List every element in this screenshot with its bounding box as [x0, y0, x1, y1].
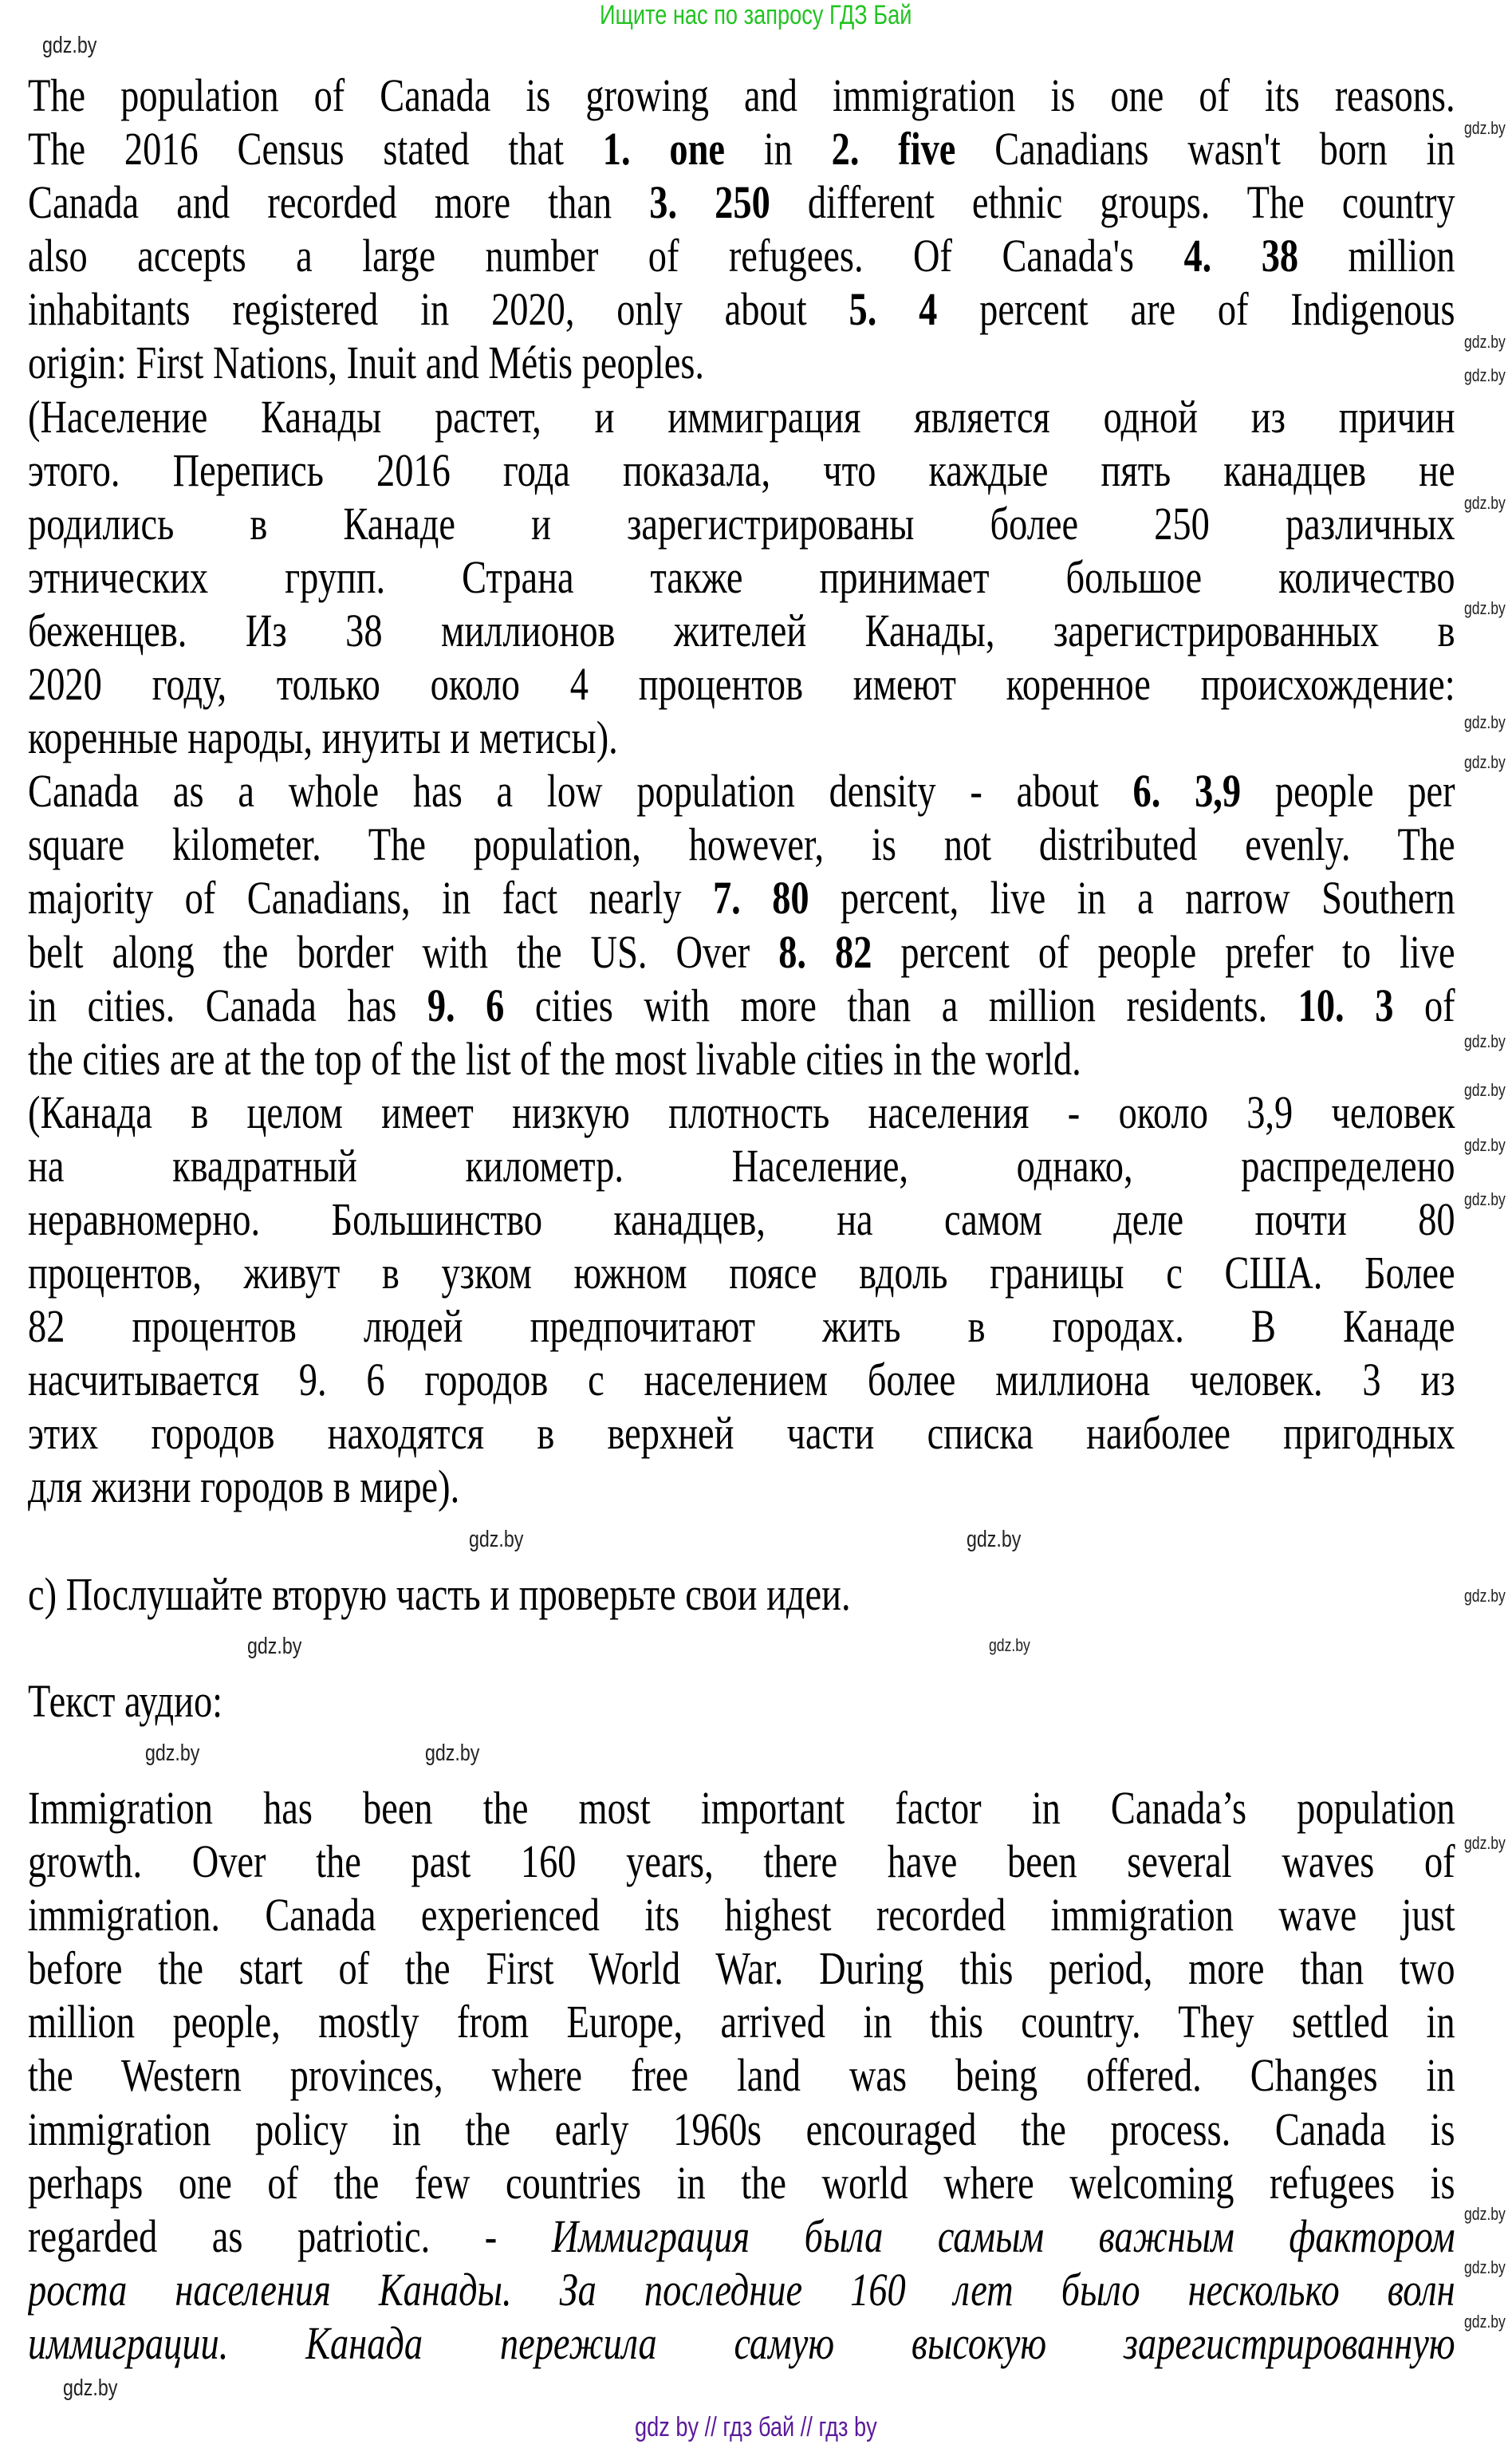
- footer-links[interactable]: gdz by // гдз бай // гдз by: [635, 2412, 877, 2442]
- watermark: gdz.by: [247, 1634, 302, 1659]
- text-line: [28, 443, 1455, 497]
- text-segment: Immigration has been the most important factor in Canada’s population: [28, 1782, 1455, 1834]
- text-segment: growth. Over the past 160 years, there have been several waves of: [28, 1835, 1455, 1888]
- text-line: [28, 818, 1455, 871]
- text-line: [28, 1674, 1455, 1728]
- text-line: [28, 1032, 1455, 1086]
- text-line: [28, 1567, 1455, 1621]
- answer-bold: 5. 4: [849, 283, 938, 336]
- text-segment: Canada as a whole has a low population density - about: [28, 765, 1133, 818]
- watermark: gdz.by: [1464, 2257, 1506, 2277]
- watermark: gdz.by: [989, 1635, 1030, 1655]
- text-line: [28, 175, 1455, 229]
- watermark: gdz.by: [1464, 1135, 1506, 1155]
- watermark: gdz.by: [1464, 1080, 1506, 1100]
- paragraph: [28, 390, 1455, 765]
- text-segment: 82 процентов людей предпочитают жить в городах. В Канаде: [28, 1300, 1455, 1353]
- text-segment: also accepts a large number of refugees. Of Canada's: [28, 230, 1184, 282]
- answer-bold: 7. 80: [712, 872, 809, 924]
- watermark: gdz.by: [1464, 1189, 1506, 1209]
- text-line: [28, 1514, 1455, 1567]
- watermark: gdz.by: [425, 1740, 480, 1766]
- text-segment: беженцев. Из 38 миллионов жителей Канады, зарегистрированных в: [28, 604, 1455, 656]
- text-line: [28, 229, 1455, 282]
- text-line: [28, 1139, 1455, 1192]
- text-segment: неравномерно. Большинство канадцев, на самом деле почти 80: [28, 1192, 1455, 1245]
- text-segment: immigration policy in the early 1960s encouraged the process. Canada is: [28, 2103, 1455, 2155]
- text-segment: in: [724, 123, 832, 175]
- text-line: [28, 2103, 1455, 2156]
- paragraph: [28, 1086, 1455, 1514]
- text-segment: c) Послушайте вторую часть и проверьте свои идеи.: [28, 1567, 851, 1620]
- site-footer: [0, 2412, 1512, 2443]
- paragraph: [28, 1674, 1455, 1728]
- text-line: [28, 122, 1455, 175]
- watermark: gdz.by: [1464, 493, 1506, 513]
- text-segment: different ethnic groups. The country: [770, 176, 1455, 229]
- text-segment: belt along the border with the US. Over: [28, 925, 779, 978]
- paragraph: [28, 1567, 1455, 1621]
- text-line: [28, 711, 1455, 764]
- paragraph: [28, 1514, 1455, 1567]
- text-segment: origin: First Nations, Inuit and Métis peoples.: [28, 337, 705, 389]
- text-line: [28, 2156, 1455, 2210]
- text-segment: people per: [1241, 765, 1455, 818]
- text-segment: процентов, живут в узком южном поясе вдоль границы с США. Более: [28, 1247, 1455, 1299]
- text-segment: The 2016 Census stated that: [28, 123, 603, 175]
- watermark: gdz.by: [1464, 598, 1506, 618]
- text-segment: (Канада в целом имеет низкую плотность населения - около 3,9 человек: [28, 1086, 1455, 1138]
- watermark: gdz.by: [145, 1740, 200, 1766]
- text-segment: percent of people prefer to live: [872, 925, 1455, 978]
- text-line: [28, 1781, 1455, 1835]
- text-line: [28, 550, 1455, 604]
- watermark: gdz.by: [469, 1527, 524, 1552]
- text-line: [28, 2316, 1455, 2370]
- text-line: [28, 1086, 1455, 1139]
- watermark: gdz.by: [1464, 2204, 1506, 2224]
- watermark: gdz.by: [1464, 1031, 1506, 1051]
- text-line: [28, 2263, 1455, 2316]
- text-line: [28, 2048, 1455, 2102]
- text-line: [28, 925, 1455, 979]
- text-line: [28, 1888, 1455, 1941]
- text-line: [28, 1995, 1455, 2048]
- text-segment: (Население Канады растет, и иммиграция является одной из причин: [28, 390, 1455, 443]
- text-segment: million: [1298, 230, 1455, 282]
- text-segment: majority of Canadians, in fact nearly: [28, 872, 713, 924]
- answer-bold: 6. 3,9: [1132, 765, 1242, 818]
- text-line: [28, 604, 1455, 657]
- paragraph: [28, 1621, 1455, 1674]
- text-segment: The population of Canada is growing and immigration is one of its reasons.: [28, 69, 1455, 121]
- text-line: [28, 1299, 1455, 1353]
- watermark: gdz.by: [967, 1527, 1022, 1552]
- answer-bold: 2. five: [831, 123, 956, 175]
- text-segment: этих городов находятся в верхней части списка наиболее пригодных: [28, 1407, 1455, 1460]
- text-segment: the Western provinces, where free land was being offered. Changes in: [28, 2049, 1455, 2102]
- text-segment: коренные народы, инуиты и метисы).: [28, 712, 618, 764]
- text-line: [28, 2210, 1455, 2263]
- text-segment: immigration. Canada experienced its highest recorded immigration wave just: [28, 1889, 1455, 1941]
- site-header: [0, 0, 1512, 30]
- text-line: [28, 1941, 1455, 1995]
- text-segment: perhaps one of the few countries in the world where welcoming refugees is: [28, 2156, 1455, 2209]
- paragraph: [28, 1728, 1455, 1781]
- watermark: gdz.by: [1464, 2312, 1506, 2332]
- text-segment: in cities. Canada has: [28, 979, 427, 1031]
- text-segment: родились в Канаде и зарегистрированы более 250 различных: [28, 497, 1455, 550]
- watermark: gdz.by: [1464, 712, 1506, 732]
- text-segment: inhabitants registered in 2020, only about: [28, 283, 849, 336]
- text-segment: million people, mostly from Europe, arrived in this country. They settled in: [28, 1996, 1455, 2048]
- text-line: [28, 282, 1455, 336]
- text-segment: percent, live in a narrow Southern: [809, 872, 1455, 924]
- paragraph: [28, 764, 1455, 1086]
- text-line: [28, 657, 1455, 711]
- text-segment: на квадратный километр. Население, однако, распределено: [28, 1139, 1455, 1192]
- text-segment: насчитывается 9. 6 городов с населением более миллиона человек. 3 из: [28, 1354, 1455, 1406]
- watermark: gdz.by: [1464, 332, 1506, 352]
- text-segment: этнических групп. Страна также принимает большое количество: [28, 550, 1455, 603]
- translation-italic: иммиграции. Канада пережила самую высокую зарегистрированную: [28, 2316, 1455, 2369]
- text-line: [28, 1246, 1455, 1299]
- text-segment: percent are of Indigenous: [937, 283, 1455, 336]
- text-line: [28, 764, 1455, 818]
- text-segment: regarded as patriotic. -: [28, 2210, 552, 2262]
- text-segment: square kilometer. The population, however, is not distributed evenly. The: [28, 818, 1455, 871]
- text-line: [28, 1621, 1455, 1674]
- watermark: gdz.by: [1464, 1833, 1506, 1853]
- paragraph: [28, 69, 1455, 390]
- answer-bold: 4. 38: [1183, 230, 1299, 282]
- text-line: [28, 979, 1455, 1032]
- translation-italic: роста населения Канады. За последние 160 лет было несколько волн: [28, 2263, 1455, 2316]
- text-segment: before the start of the First World War. During this period, more than two: [28, 1942, 1455, 1995]
- text-segment: cities with more than a million residents.: [504, 979, 1298, 1031]
- text-segment: the cities are at the top of the list of the most livable cities in the world.: [28, 1032, 1081, 1085]
- answer-bold: 3. 250: [649, 176, 770, 229]
- text-line: [28, 336, 1455, 389]
- paragraph: [28, 1781, 1455, 2370]
- text-line: [28, 1460, 1455, 1513]
- text-line: [28, 871, 1455, 924]
- text-line: [28, 390, 1455, 443]
- answer-bold: 10. 3: [1297, 979, 1394, 1031]
- text-segment: of: [1393, 979, 1455, 1031]
- document-body: [28, 69, 1455, 2370]
- text-line: [28, 1353, 1455, 1406]
- answer-bold: 1. one: [602, 123, 725, 175]
- watermark: gdz.by: [42, 33, 97, 58]
- text-segment: 2020 году, только около 4 процентов имеют коренное происхождение:: [28, 658, 1455, 711]
- watermark: gdz.by: [1464, 1586, 1506, 1606]
- text-segment: Текст аудио:: [28, 1674, 223, 1727]
- text-line: [28, 1192, 1455, 1246]
- text-line: [28, 1835, 1455, 1888]
- search-hint-banner: Ищите нас по запросу ГДЗ Бай: [600, 0, 912, 30]
- watermark: gdz.by: [1464, 365, 1506, 385]
- text-line: [28, 497, 1455, 550]
- translation-italic: Иммиграция была самым важным фактором: [551, 2210, 1455, 2262]
- text-segment: Canadians wasn't born in: [955, 123, 1455, 175]
- text-segment: для жизни городов в мире).: [28, 1461, 460, 1513]
- text-line: [28, 69, 1455, 122]
- watermark: gdz.by: [63, 2375, 118, 2401]
- text-segment: этого. Перепись 2016 года показала, что каждые пять канадцев не: [28, 443, 1455, 496]
- watermark: gdz.by: [1464, 752, 1506, 772]
- text-line: [28, 1406, 1455, 1460]
- answer-bold: 9. 6: [427, 979, 505, 1031]
- text-line: [28, 1728, 1455, 1781]
- answer-bold: 8. 82: [778, 925, 872, 978]
- text-segment: Canada and recorded more than: [28, 176, 650, 229]
- watermark: gdz.by: [1464, 118, 1506, 138]
